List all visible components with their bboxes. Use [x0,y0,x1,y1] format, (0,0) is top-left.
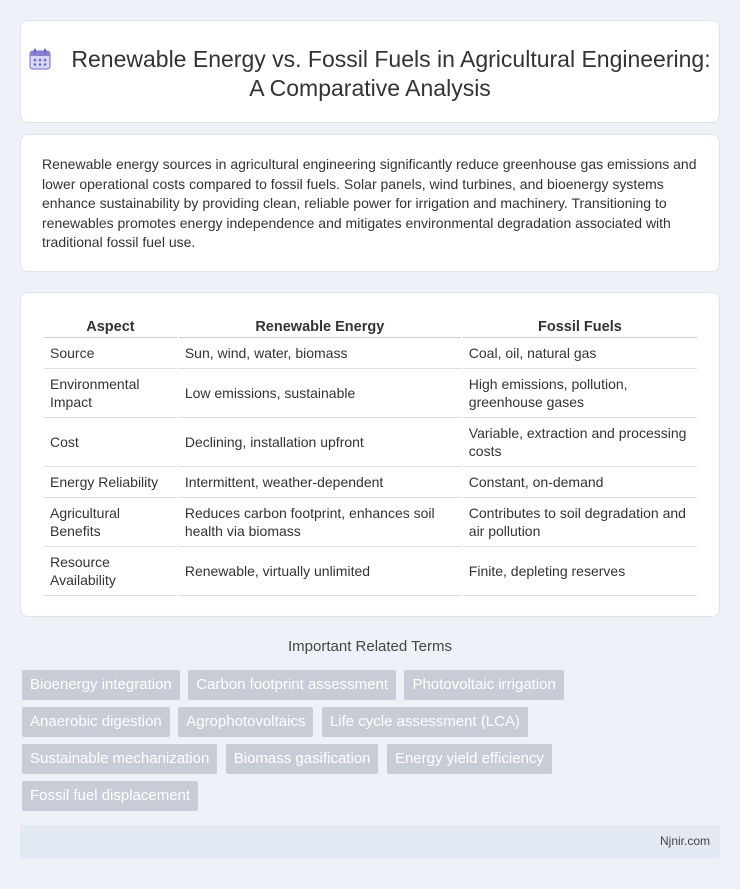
term-tag[interactable]: Life cycle assessment (LCA) [322,707,528,737]
table-row [44,418,697,467]
cell-renewable: Low emissions, sustainable [179,369,461,418]
cell-aspect: Resource Availability [44,547,177,596]
cell-renewable: Intermittent, weather-dependent [179,467,461,498]
header-aspect: Aspect [44,315,177,338]
term-tag[interactable]: Photovoltaic irrigation [404,670,563,700]
table-row [44,498,697,547]
cell-aspect: Cost [44,418,177,467]
cell-fossil: Variable, extraction and processing costs [463,418,697,467]
table-row [44,369,697,418]
header-renewable: Renewable Energy [179,315,461,338]
table-row [44,338,697,369]
intro-card [20,134,720,272]
intro-paragraph: Renewable energy sources in agricultural engineering significantly reduce greenhouse gas emissions and lower operational costs compared to fossil fuels. Solar panels, wind turbines, and bioenergy systems enhance sustainability by providing clean, reliable power for irrigation and machinery. Transitioning to renewables promotes energy independence and mitigates environmental degradation associated with traditional fossil fuel use. [42,156,697,251]
page-title: Renewable Energy vs. Fossil Fuels in Agricultural Engineering: A Comparative Analysis [71,46,711,101]
table-row [44,547,697,596]
term-tag[interactable]: Anaerobic digestion [22,707,170,737]
cell-aspect: Environmental Impact [44,369,177,418]
term-tag[interactable]: Sustainable mechanization [22,744,217,774]
cell-aspect: Energy Reliability [44,467,177,498]
term-tag[interactable]: Carbon footprint assessment [188,670,396,700]
term-tag[interactable]: Biomass gasification [226,744,379,774]
page-title-wrap [21,45,719,103]
term-tag[interactable]: Agrophotovoltaics [178,707,313,737]
calendar-icon [29,48,51,70]
cell-renewable: Sun, wind, water, biomass [179,338,461,369]
cell-aspect: Source [44,338,177,369]
cell-aspect: Agricultural Benefits [44,498,177,547]
footer [20,825,720,858]
cell-renewable: Renewable, virtually unlimited [179,547,461,596]
title-card [20,20,720,123]
header-fossil: Fossil Fuels [463,315,697,338]
cell-fossil: Constant, on-demand [463,467,697,498]
table-header-row [44,315,697,338]
related-terms-list [22,670,712,818]
cell-fossil: Contributes to soil degradation and air pollution [463,498,697,547]
cell-fossil: Coal, oil, natural gas [463,338,697,369]
term-tag[interactable]: Energy yield efficiency [387,744,552,774]
cell-renewable: Reduces carbon footprint, enhances soil health via biomass [179,498,461,547]
cell-fossil: Finite, depleting reserves [463,547,697,596]
term-tag[interactable]: Bioenergy integration [22,670,180,700]
related-terms-title: Important Related Terms [288,638,452,655]
comparison-table [42,315,699,596]
cell-fossil: High emissions, pollution, greenhouse gases [463,369,697,418]
table-row [44,467,697,498]
cell-renewable: Declining, installation upfront [179,418,461,467]
term-tag[interactable]: Fossil fuel displacement [22,781,198,811]
footer-site-link[interactable]: Njnir.com [659,834,710,848]
comparison-card [20,292,720,617]
